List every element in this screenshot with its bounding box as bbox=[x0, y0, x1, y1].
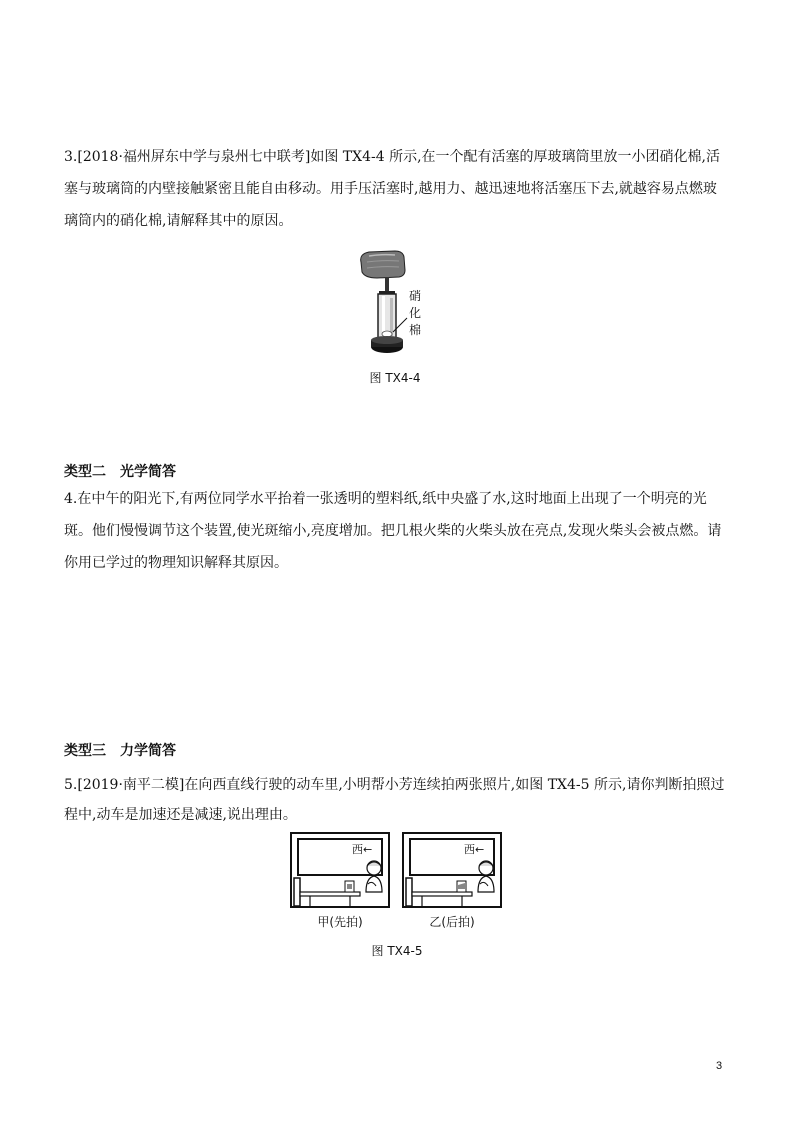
figure-tx4-5-panel-2 bbox=[402, 832, 502, 908]
figure-label-nitrocellulose-2: 化 bbox=[409, 306, 422, 320]
section-heading-mechanics: 类型三 力学简答 bbox=[64, 743, 176, 759]
panel-2-caption: 乙(后拍) bbox=[429, 915, 475, 929]
question-3-line-2: 塞与玻璃筒的内壁接触紧密且能自由移动。用手压活塞时,越用力、越迅速地将活塞压下去,就越容易点燃玻 bbox=[64, 181, 717, 197]
piston-tube-illustration bbox=[355, 248, 445, 358]
panel-1-caption: 甲(先拍) bbox=[317, 915, 363, 929]
figure-label-nitrocellulose-1: 硝 bbox=[409, 289, 422, 303]
question-3-line-1: 3.[2018·福州屏东中学与泉州七中联考]如图 TX4-4 所示,在一个配有活塞的厚玻璃筒里放一小团硝化棉,活 bbox=[64, 149, 721, 165]
train-interior-illustration-1 bbox=[290, 832, 390, 908]
section-heading-optics: 类型二 光学简答 bbox=[64, 464, 176, 480]
panel-1-sign: 西← bbox=[352, 843, 373, 856]
question-4-line-3: 你用已学过的物理知识解释其原因。 bbox=[64, 555, 288, 571]
figure-tx4-4 bbox=[355, 248, 445, 358]
figure-label-nitrocellulose-3: 棉 bbox=[409, 323, 422, 337]
page-number: 3 bbox=[716, 1060, 723, 1072]
question-4-line-2: 斑。他们慢慢调节这个装置,使光斑缩小,亮度增加。把几根火柴的火柴头放在亮点,发现火柴头会被点燃。请 bbox=[64, 523, 722, 539]
question-5-line-2: 程中,动车是加速还是减速,说出理由。 bbox=[64, 807, 297, 823]
figure-tx4-5-panel-1 bbox=[290, 832, 390, 908]
figure-tx4-5-caption: 图 TX4-5 bbox=[371, 944, 423, 958]
train-interior-illustration-2 bbox=[402, 832, 502, 908]
panel-2-sign: 西← bbox=[464, 843, 485, 856]
question-4-line-1: 4.在中午的阳光下,有两位同学水平抬着一张透明的塑料纸,纸中央盛了水,这时地面上出现了一个明亮的光 bbox=[64, 491, 707, 507]
question-3-line-3: 璃筒内的硝化棉,请解释其中的原因。 bbox=[64, 213, 293, 229]
figure-tx4-4-caption: 图 TX4-4 bbox=[369, 371, 421, 385]
question-5-line-1: 5.[2019·南平二模]在向西直线行驶的动车里,小明帮小芳连续拍两张照片,如图 TX4-5 所示,请你判断拍照过 bbox=[64, 777, 725, 793]
